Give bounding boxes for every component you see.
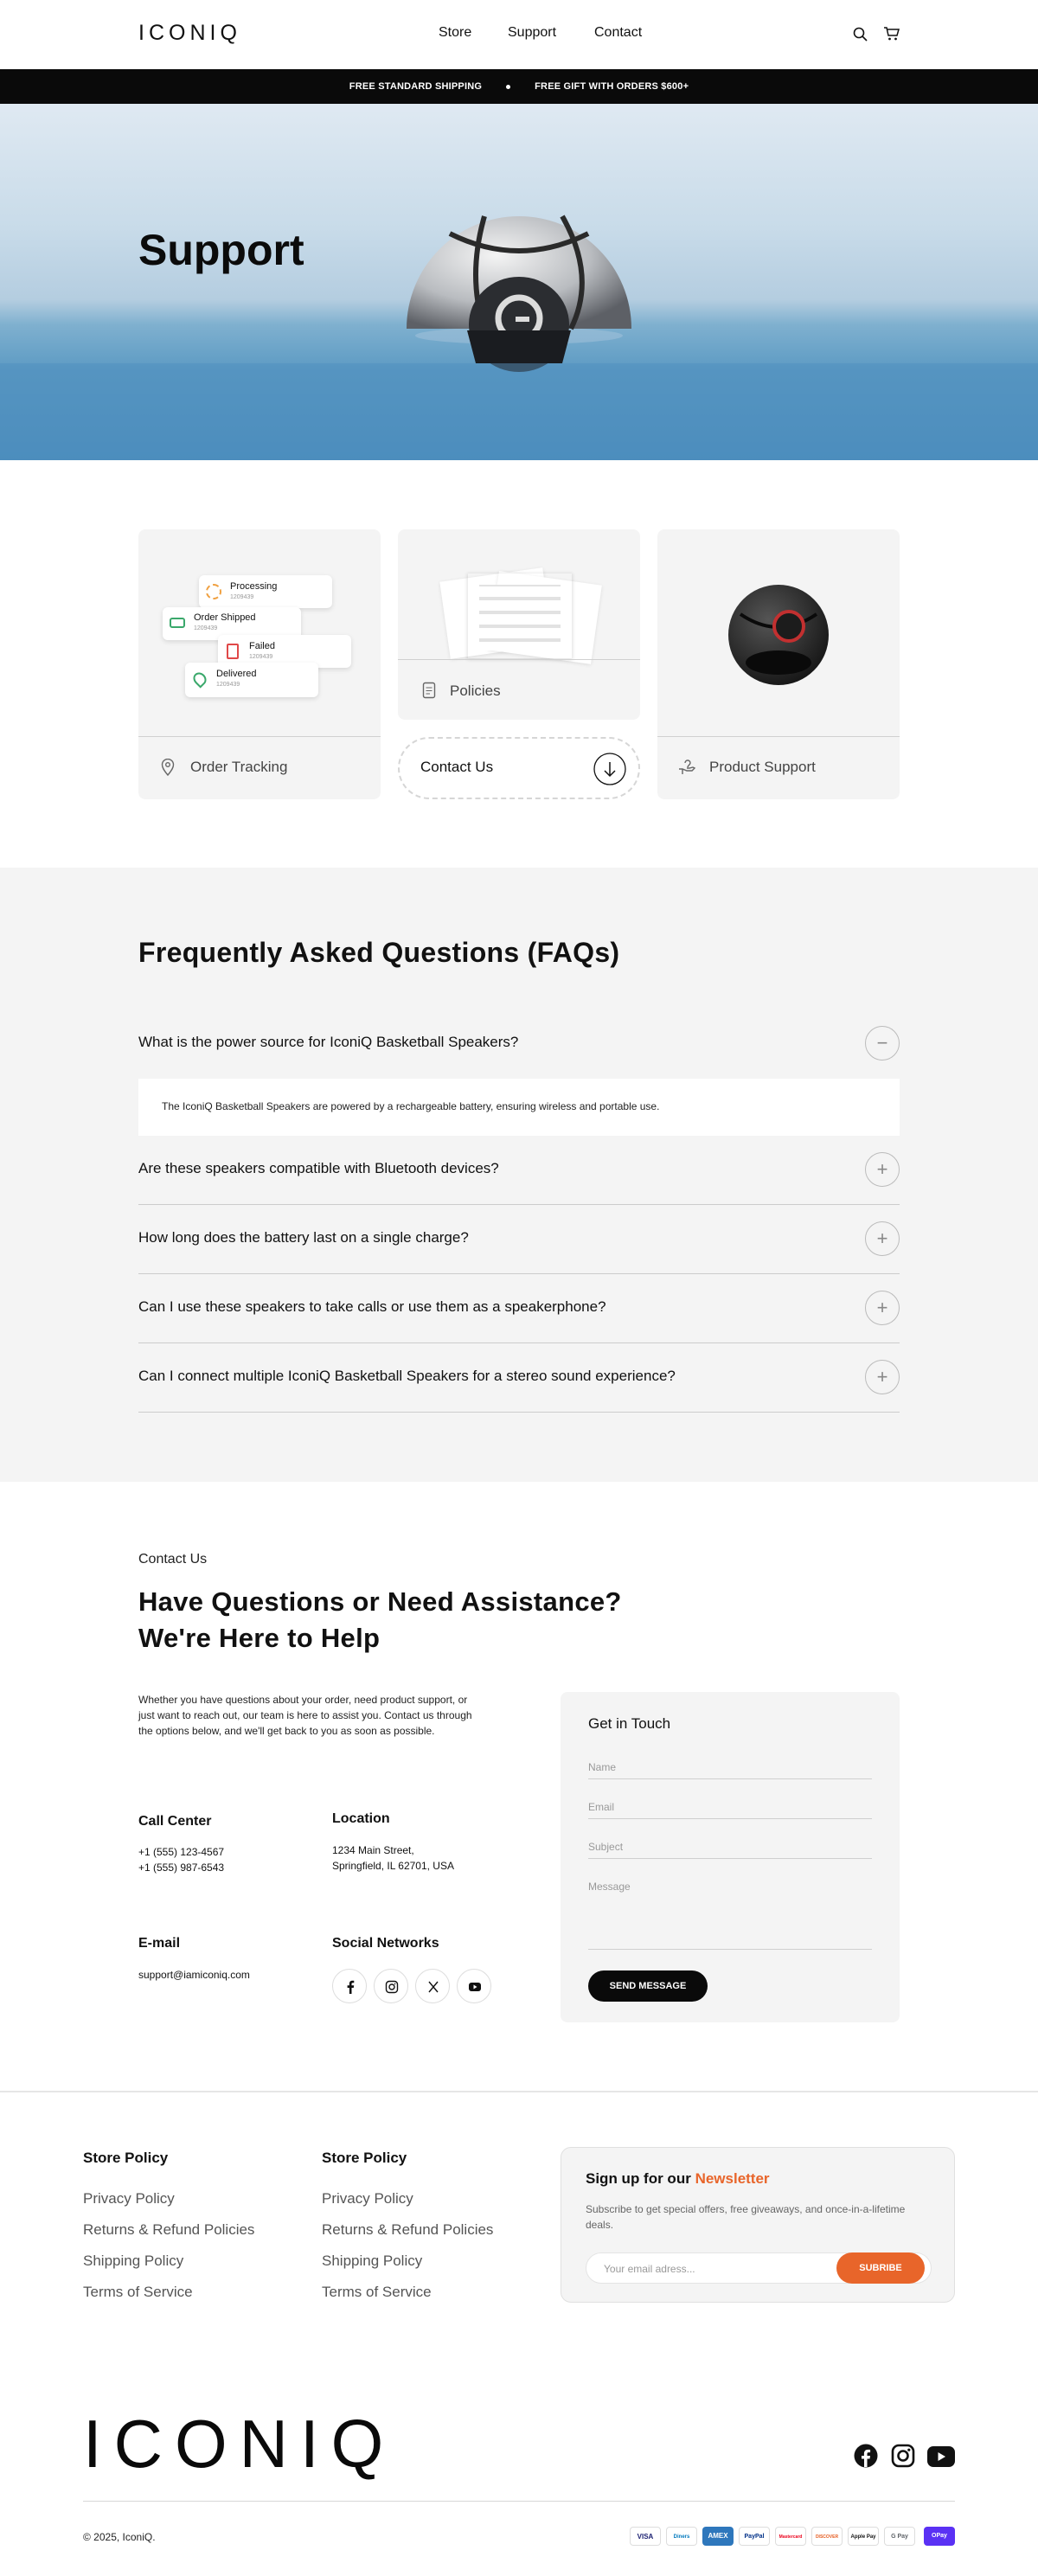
footer-link-shipping[interactable]: Shipping Policy: [83, 2252, 184, 2269]
mastercard-icon: Mastercard: [775, 2527, 806, 2546]
footer-logo: ICONIQ: [83, 2406, 396, 2482]
apple-pay-icon: Apple Pay: [848, 2527, 879, 2546]
status-code: 1209439: [230, 594, 254, 600]
arrow-down-icon[interactable]: [593, 753, 626, 785]
hand-support-icon: [678, 758, 697, 775]
newsletter-text: Subscribe to get special offers, free giveaways, and once-in-a-lifetime deals.: [586, 2203, 906, 2231]
faq-question: What is the power source for IconiQ Basketball Speakers?: [138, 1034, 519, 1050]
amex-icon: AMEX: [702, 2527, 734, 2546]
status-processing: [199, 575, 332, 608]
site-header: [0, 0, 1038, 69]
hero-speaker-image: [0, 104, 1038, 460]
location-pin-icon: [190, 670, 208, 688]
promo-shipping: FREE STANDARD SHIPPING: [349, 81, 483, 92]
subscribe-button[interactable]: SUBRIBE: [836, 2252, 925, 2284]
faq-question: How long does the battery last on a single charge?: [138, 1229, 469, 1246]
status-code: 1209439: [194, 625, 218, 631]
footer-link-terms[interactable]: Terms of Service: [322, 2284, 432, 2300]
form-title: Get in Touch: [588, 1715, 671, 1732]
status-code: 1209439: [216, 682, 240, 688]
newsletter-box: [561, 2147, 955, 2303]
phone-1[interactable]: +1 (555) 123-4567: [138, 1846, 225, 1858]
expand-icon[interactable]: +: [865, 1291, 900, 1325]
status-code: 1209439: [249, 654, 273, 660]
cart-icon[interactable]: [883, 26, 900, 42]
collapse-icon[interactable]: −: [865, 1026, 900, 1061]
location-pin-icon: [161, 759, 175, 776]
faq-item[interactable]: [138, 1205, 900, 1274]
faq-item[interactable]: [138, 1343, 900, 1413]
message-field[interactable]: Message: [588, 1881, 872, 1950]
footer-policy-title: Store Policy: [322, 2150, 407, 2166]
footer-link-shipping[interactable]: Shipping Policy: [322, 2252, 423, 2269]
footer-link-privacy[interactable]: Privacy Policy: [83, 2190, 175, 2207]
processing-icon: [206, 584, 221, 599]
faq-answer: The IconiQ Basketball Speakers are powered by a rechargeable battery, ensuring wireless and portable use.: [162, 1100, 660, 1112]
document-sheet: [467, 573, 573, 659]
diners-icon: Diners: [666, 2527, 697, 2546]
status-label: Failed: [249, 641, 275, 651]
facebook-icon[interactable]: [854, 2444, 878, 2468]
paypal-icon: PayPal: [739, 2527, 770, 2546]
address-line-2: Springfield, IL 62701, USA: [332, 1860, 454, 1872]
expand-icon[interactable]: +: [865, 1221, 900, 1256]
promo-bar: [0, 69, 1038, 104]
send-message-button[interactable]: SEND MESSAGE: [588, 1970, 708, 2002]
truck-icon: [170, 618, 185, 628]
name-field[interactable]: Name: [588, 1761, 872, 1779]
faq-item[interactable]: [138, 1274, 900, 1343]
email-title: E-mail: [138, 1936, 181, 1951]
search-icon[interactable]: [853, 27, 868, 42]
footer-link-returns[interactable]: Returns & Refund Policies: [322, 2221, 494, 2238]
social-networks-title: Social Networks: [332, 1936, 439, 1951]
x-icon[interactable]: [415, 1969, 450, 2003]
expand-icon[interactable]: +: [865, 1360, 900, 1394]
order-tracking-card[interactable]: [138, 529, 381, 799]
discover-icon: DISCOVER: [811, 2527, 843, 2546]
youtube-icon[interactable]: [457, 1969, 491, 2003]
opay-icon: OPay: [924, 2527, 955, 2546]
footer-link-privacy[interactable]: Privacy Policy: [322, 2190, 413, 2207]
faq-item[interactable]: [138, 1136, 900, 1205]
footer-link-returns[interactable]: Returns & Refund Policies: [83, 2221, 255, 2238]
newsletter-title: Sign up for our: [586, 2170, 691, 2187]
card-divider: [657, 736, 900, 737]
order-tracking-label: Order Tracking: [190, 759, 288, 775]
faq-answer-panel: [138, 1079, 900, 1136]
footer-policy-title: Store Policy: [83, 2150, 169, 2166]
document-icon: [422, 682, 436, 699]
faq-section: [0, 868, 1038, 1482]
contact-us-label: Contact Us: [420, 759, 494, 775]
hero-banner: [0, 104, 1038, 460]
instagram-icon[interactable]: [891, 2444, 915, 2468]
site-logo[interactable]: ICONIQ: [138, 21, 241, 45]
footer-divider: [83, 2501, 955, 2502]
location-title: Location: [332, 1811, 390, 1826]
email-field[interactable]: Email: [588, 1801, 872, 1819]
facebook-icon[interactable]: [332, 1969, 367, 2003]
product-support-card[interactable]: [657, 529, 900, 799]
faq-item[interactable]: [138, 1009, 900, 1079]
contact-title-line2: We're Here to Help: [138, 1623, 381, 1653]
phone-2[interactable]: +1 (555) 987-6543: [138, 1862, 225, 1874]
visa-icon: VISA: [630, 2527, 661, 2546]
contact-title-line1: Have Questions or Need Assistance?: [138, 1586, 622, 1617]
failed-icon: [227, 644, 239, 659]
promo-separator: [506, 85, 510, 89]
faq-question: Can I use these speakers to take calls or use them as a speakerphone?: [138, 1298, 606, 1315]
contact-us-button[interactable]: [398, 737, 640, 799]
status-label: Delivered: [216, 669, 257, 679]
faq-question: Can I connect multiple IconiQ Basketball Speakers for a stereo sound experience?: [138, 1368, 676, 1384]
google-pay-icon: G Pay: [884, 2527, 915, 2546]
nav-contact[interactable]: Contact: [594, 25, 643, 40]
contact-eyebrow: Contact Us: [138, 1552, 208, 1567]
newsletter-highlight: Newsletter: [695, 2170, 770, 2187]
youtube-icon[interactable]: [927, 2446, 955, 2467]
copyright: © 2025, IconiQ.: [83, 2531, 156, 2543]
instagram-icon[interactable]: [374, 1969, 408, 2003]
card-divider: [398, 659, 640, 660]
status-label: Order Shipped: [194, 612, 256, 623]
footer-link-terms[interactable]: Terms of Service: [83, 2284, 193, 2300]
policies-label: Policies: [450, 682, 501, 699]
status-delivered: [185, 663, 318, 697]
product-support-label: Product Support: [709, 759, 816, 775]
address-line-1: 1234 Main Street,: [332, 1844, 414, 1856]
status-label: Processing: [230, 581, 278, 592]
card-divider: [138, 736, 381, 737]
nav-support[interactable]: Support: [508, 25, 557, 40]
support-email[interactable]: support@iamiconiq.com: [138, 1969, 250, 1981]
faq-question: Are these speakers compatible with Bluetooth devices?: [138, 1160, 499, 1176]
expand-icon[interactable]: +: [865, 1152, 900, 1187]
speaker-product-image: [723, 580, 834, 690]
faq-title: Frequently Asked Questions (FAQs): [138, 937, 620, 968]
section-divider: [0, 2091, 1038, 2092]
promo-gift: FREE GIFT WITH ORDERS $600+: [535, 81, 689, 92]
newsletter-email-input[interactable]: Your email adress...: [604, 2263, 695, 2275]
nav-store[interactable]: Store: [439, 25, 472, 40]
hero-title: Support: [138, 226, 304, 274]
subject-field[interactable]: Subject: [588, 1841, 872, 1859]
call-center-title: Call Center: [138, 1814, 212, 1829]
policies-card[interactable]: [398, 529, 640, 720]
contact-intro: Whether you have questions about your order, need product support, or just want to reach out, our team is here to assist you. Contact us through the options below, and we'll get back to you as soon as possible.: [138, 1694, 472, 1737]
